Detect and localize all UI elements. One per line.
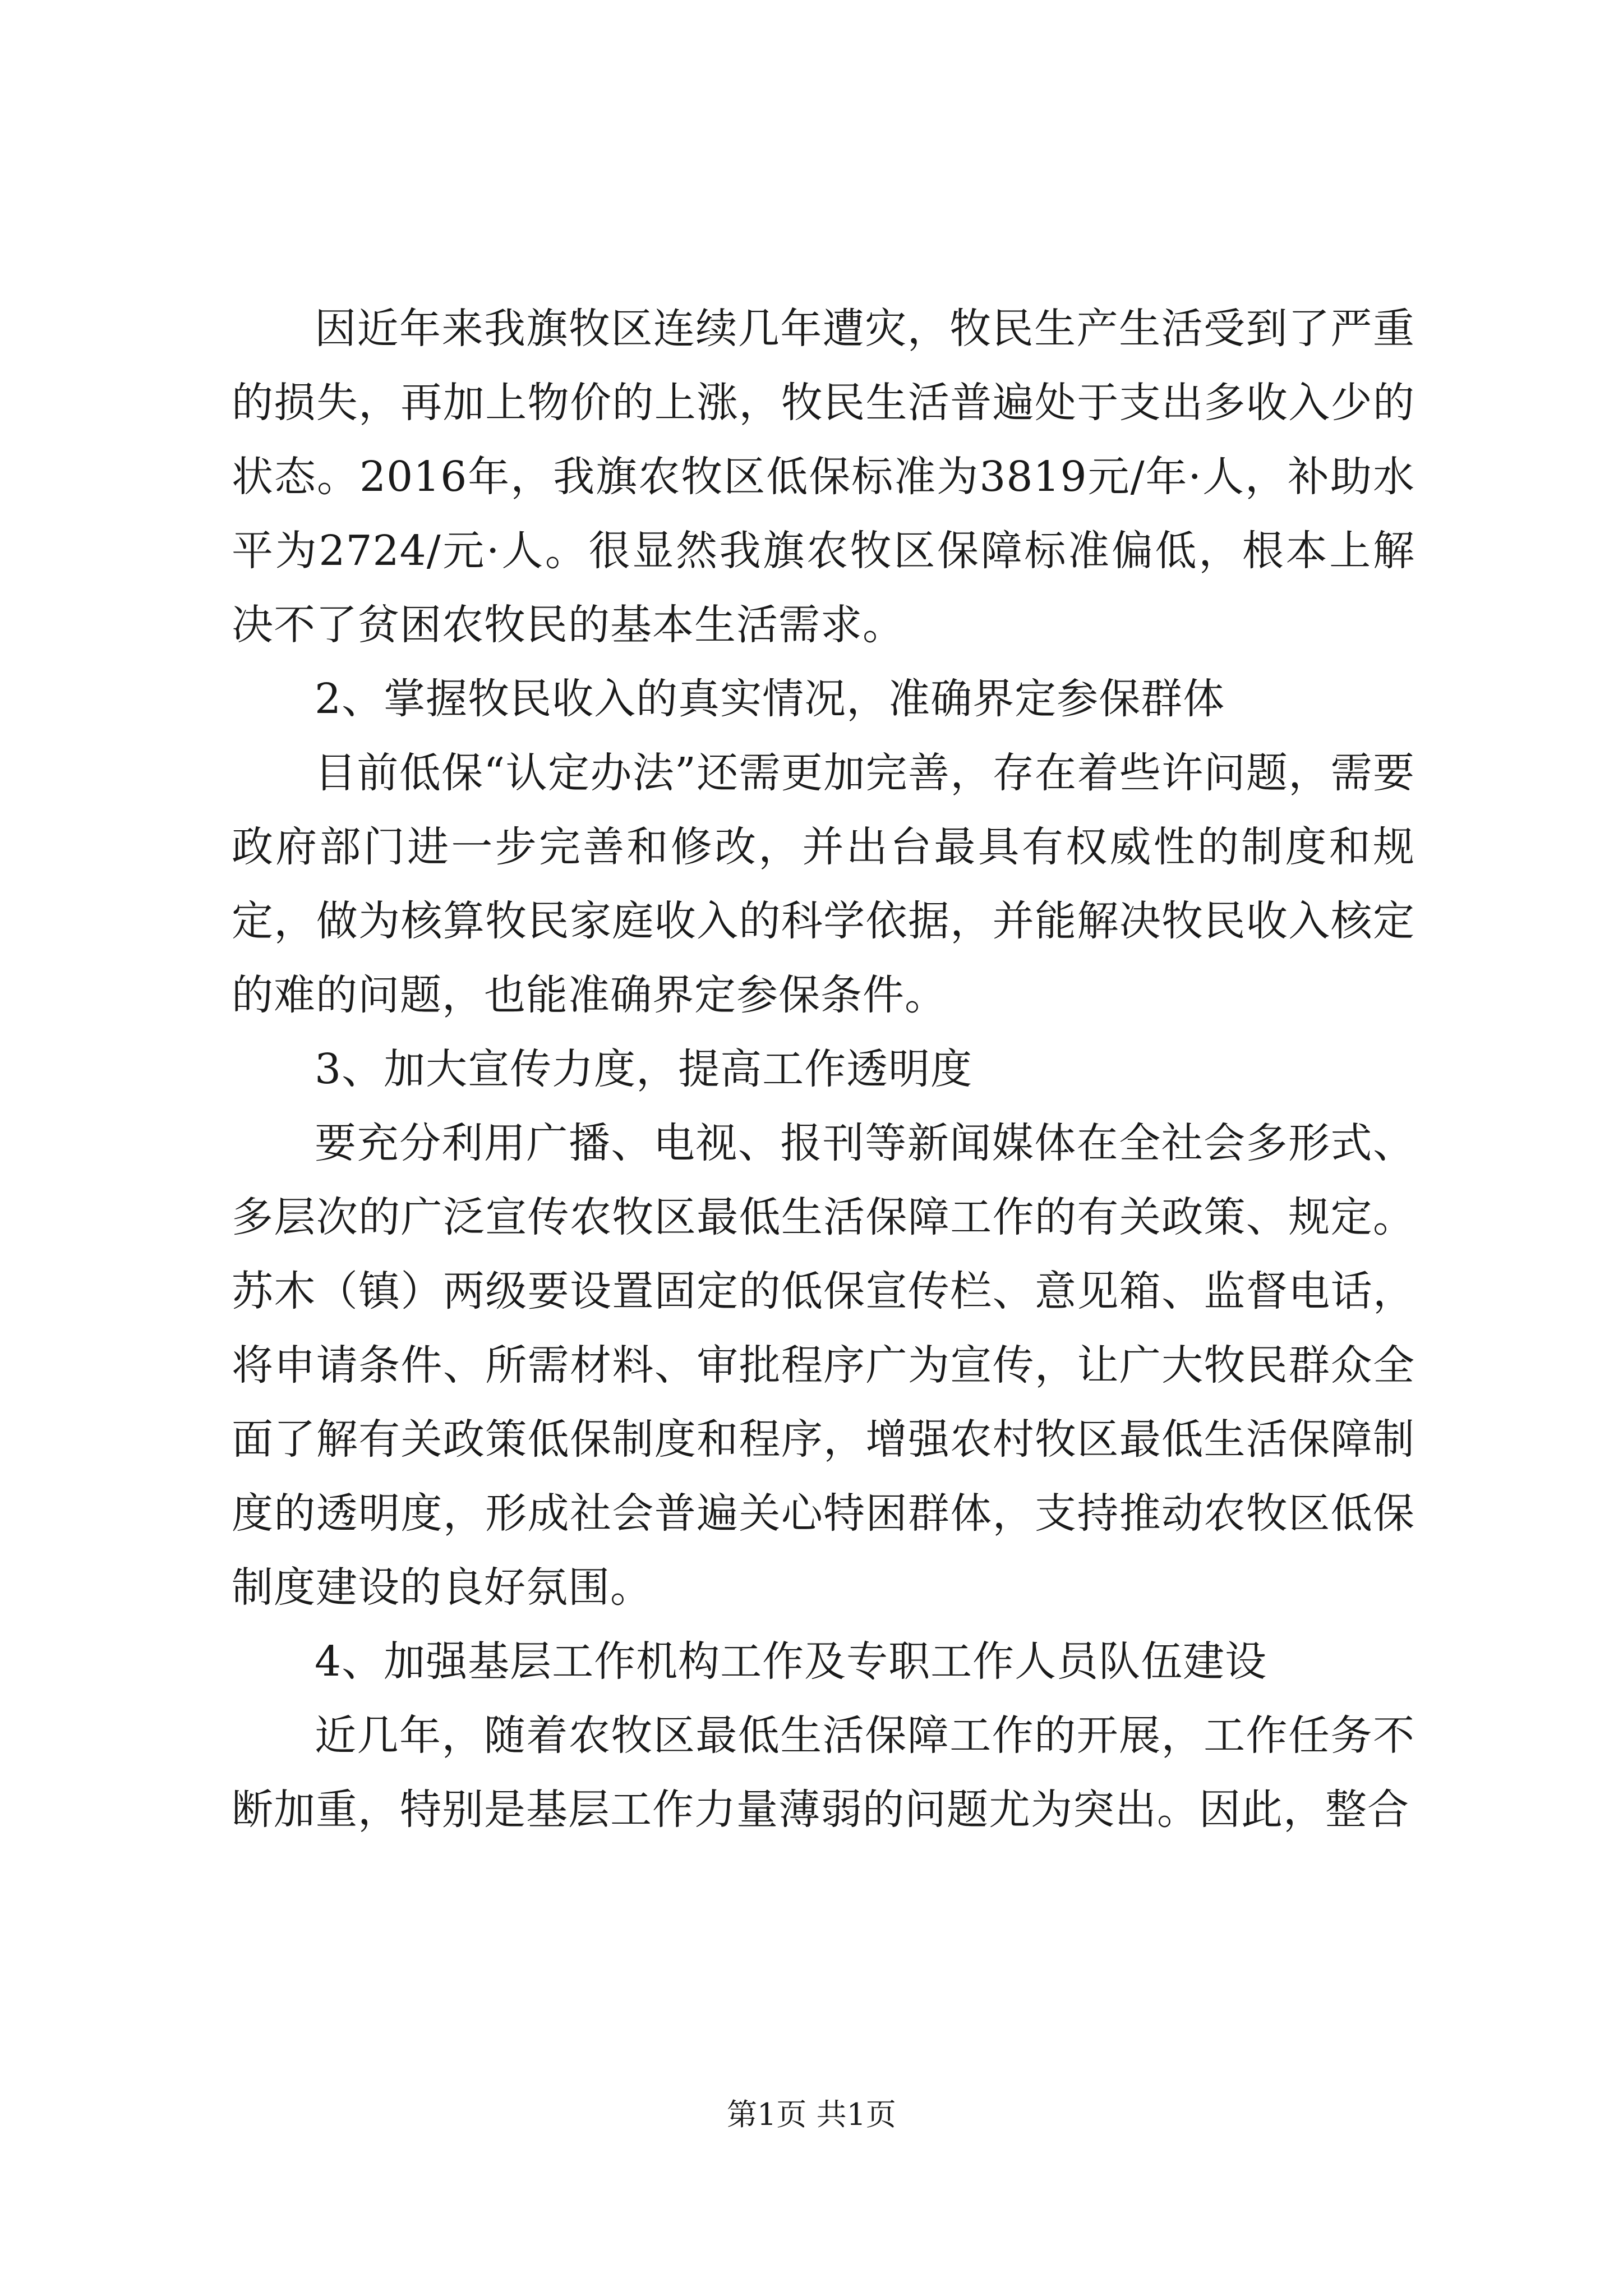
section-heading-2: 2、掌握牧民收入的真实情况，准确界定参保群体 [315,675,1225,723]
paragraph-publicity: 要充分利用广播、电视、报刊等新闻媒体在全社会多形式、多层次的广泛宣传农牧区最低生活保障工作的有关政策、规定。苏木（镇）两级要设置固定的低保宣传栏、意见箱、监督电话，将申请条件、所需材料、审批程序广为宣传，让广大牧民群众全面了解有关政策低保制度和程序，增强农村牧区最低生活保障制度的透明度，形成社会普遍关心特困群体，支持推动农牧区低保制度建设的良好氛围。 [232,1119,1415,1612]
paragraph-grassroots-staff: 近几年，随着农牧区最低生活保障工作的开展，工作任务不断加重，特别是基层工作力量薄弱的问题尤为突出。因此，整合 [232,1711,1415,1834]
section-heading-4: 4、加强基层工作机构工作及专职工作人员队伍建设 [315,1637,1267,1686]
document-body [232,292,1415,1847]
section-heading-3: 3、加大宣传力度，提高工作透明度 [315,1045,973,1093]
paragraph-low-standard: 因近年来我旗牧区连续几年遭灾，牧民生产生活受到了严重的损失，再加上物价的上涨，牧民生活普遍处于支出多收入少的状态。2016年，我旗农牧区低保标准为3819元/年·人，补助水平为2724/元·人。很显然我旗农牧区保障标准偏低，根本上解决不了贫困农牧民的基本生活需求。 [232,305,1415,649]
page-number-footer: 第1页 共1页 [727,2097,896,2132]
paragraph-identification-method: 目前低保“认定办法”还需更加完善，存在着些许问题，需要政府部门进一步完善和修改，并出台最具有权威性的制度和规定，做为核算牧民家庭收入的科学依据，并能解决牧民收入核定的难的问题，也能准确界定参保条件。 [232,749,1415,1019]
